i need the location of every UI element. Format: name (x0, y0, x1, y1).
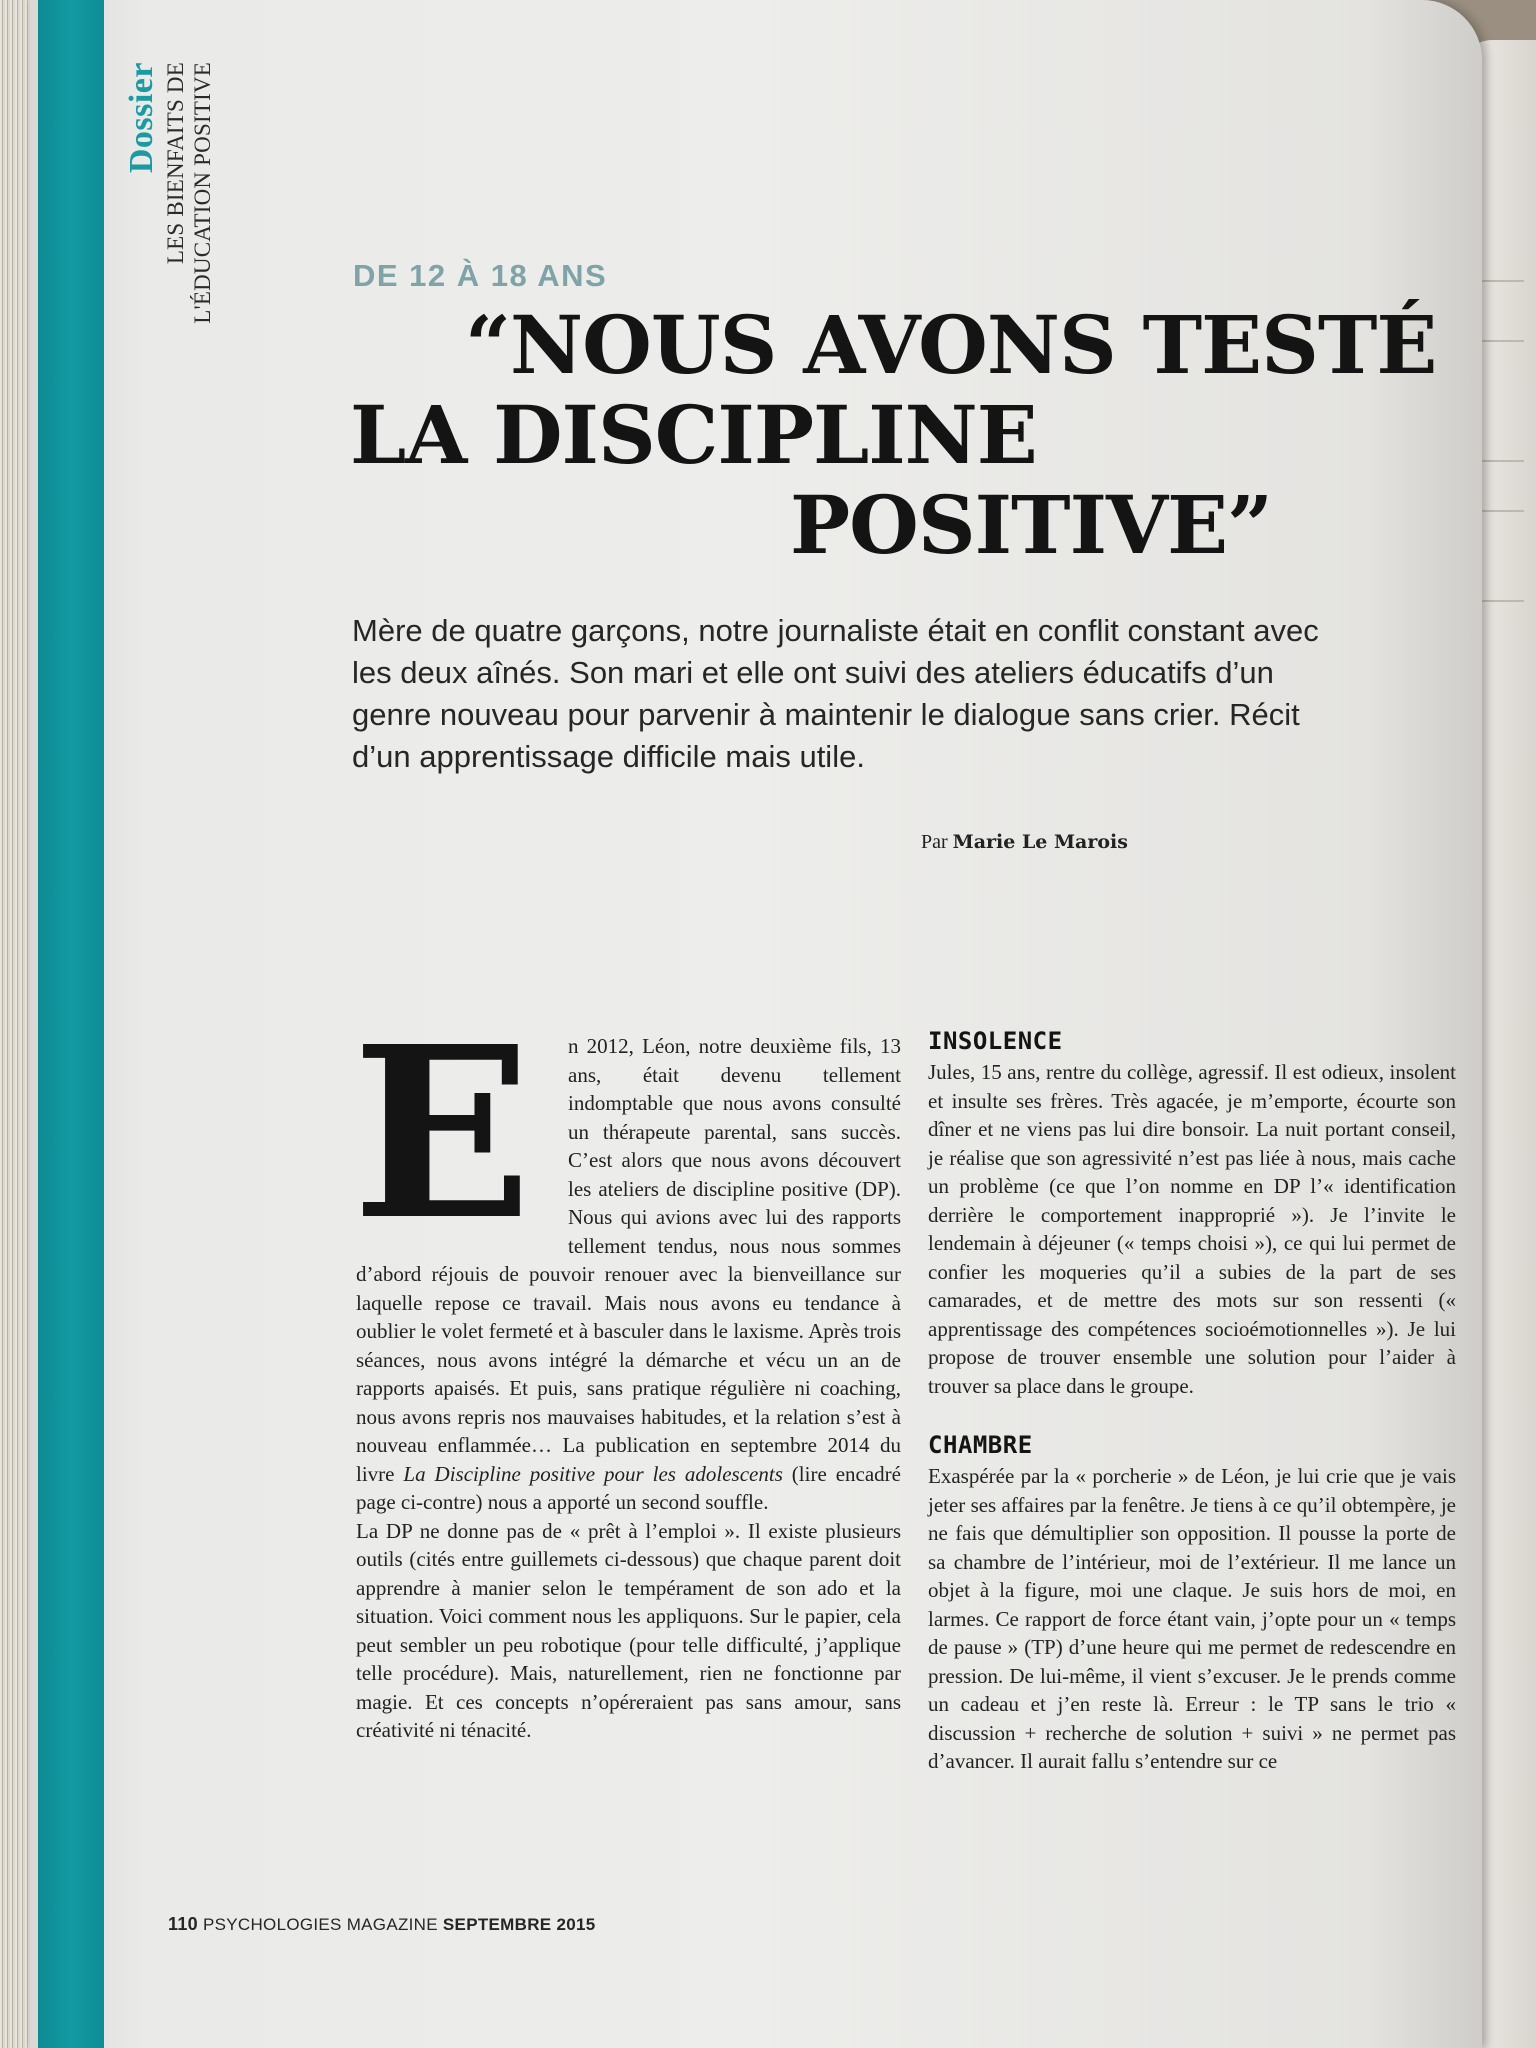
section-text-insolence: Jules, 15 ans, rentre du collège, agressif. Il est odieux, insolent et insulte ses frères. Très agacée, je m’emporte, écourte son dîner et ne viens pas lui dire bonsoir. La nuit portant conseil, je réalise que son agressivité n’est pas liée à nous, mais cache un problème (ce que l’on nomme en DP l’« identification derrière le comportement inapproprié »). Je l’invite le lendemain à déjeuner (« temps choisi »), ce qui lui permet de confier les moqueries qu’il a subies de la part de ses camarades, et de mettre des mots sur son ressenti (« apprentissage des compétences socioémotionnelles »). Je lui propose de trouver ensemble une solution pour l’aider à trouver sa place dans le groupe. (928, 1060, 1456, 1398)
magazine-name: PSYCHOLOGIES MAGAZINE (202, 1915, 438, 1934)
headline-line-2: LA DISCIPLINE (350, 388, 1037, 482)
intro-text: n 2012, Léon, notre deuxième fils, 13 ans, était devenu tellement indomptable que nous avons consulté un thérapeute parental, sans succès. C’est alors que nous avons découvert les ateliers de discipline positive (DP). Nous qui avions avec lui des rapports tellement tendus, nous nous sommes d’abord réjouis de pouvoir renouer avec la bienveillance sur laquelle repose ce travail. Mais nous avons eu tendance à oublier le volet fermeté et à basculer dans le laxisme. Après trois séances, nous avons intégré la démarche et vécu un an de rapports apaisés. Et puis, sans pratique régulière ni coaching, nous avons repris nos mauvaises habitudes, et la relation s’est à nouveau enflammée… La publication en septembre 2014 du livre (356, 1034, 901, 1486)
body-column-right (928, 1024, 1456, 1776)
issue-date: SEPTEMBRE 2015 (442, 1915, 596, 1934)
byline (921, 831, 1128, 854)
headline-line-1: “NOUS AVONS TESTÉ (465, 298, 1437, 392)
rubric-line-1: LES BIENFAITS DE (163, 62, 188, 265)
kicker: DE 12 À 18 ANS (353, 258, 608, 293)
standfirst: Mère de quatre garçons, notre journaliste était en conflit constant avec les deux aînés. Son mari et elle ont suivi des ateliers éducatifs d’un genre nouveau pour parvenir à maintenir le dialogue sans crier. Récit d’un apprentissage difficile mais utile. (352, 613, 1319, 774)
byline-author: Marie Le Marois (952, 831, 1128, 853)
rubric-line-2: L'ÉDUCATION POSITIVE (190, 62, 215, 324)
page-number: 110 (168, 1914, 198, 1934)
body-column-left (352, 994, 901, 1745)
section-text-chambre: Exaspérée par la « porcherie » de Léon, je lui crie que je vais jeter ses affaires par la fenêtre. Je tiens à ce qu’il obtempère, je ne fais que démultiplier son opposition. Il pousse la porte de sa chambre de l’intérieur, moi de l’extérieur. Il me lance un objet à la figure, moi une claque. Je suis hors de moi, en larmes. Ce rapport de force étant vain, j’opte pour un « temps de pause » (TP) d’une heure qui me permet de redescendre en pression. De lui-même, il vient s’excuser. Je le prends comme un cadeau et j’en reste là. Erreur : le TP sans le trio « discussion + recherche de solution + suivi » ne permet pas d’avancer. Il aurait fallu s’entendre sur ce (928, 1464, 1456, 1773)
headline (350, 300, 1460, 570)
headline-line-3: POSITIVE” (790, 478, 1273, 572)
byline-prefix: Par (921, 831, 948, 853)
book-title: La Discipline positive pour les adolescents (403, 1461, 783, 1486)
page-footer (168, 1914, 595, 1935)
section-color-strip (38, 0, 104, 2048)
section-label: Dossier (123, 62, 160, 174)
dropcap: E (352, 994, 532, 1272)
section-heading-chambre: CHAMBRE (928, 1431, 1033, 1459)
intro-text-end: (lire encadré page ci-contre) nous a apporté un second souffle. (356, 1461, 901, 1514)
section-heading-insolence: INSOLENCE (928, 1027, 1063, 1055)
body-paragraph: La DP ne donne pas de « prêt à l’emploi ». Il existe plusieurs outils (cités entre guillemets ci-dessous) que chaque parent doit apprendre à manier selon le tempérament de son ado et la situation. Voici comment nous les appliquons. Sur le papier, cela peut sembler un peu robotique (pour telle difficulté, j’applique telle procédure). Mais, naturellement, rien ne fonctionne par magie. Et ces concepts n’opéreraient pas sans amour, sans créativité ni ténacité. (356, 1518, 901, 1742)
section-rubric (122, 62, 232, 432)
